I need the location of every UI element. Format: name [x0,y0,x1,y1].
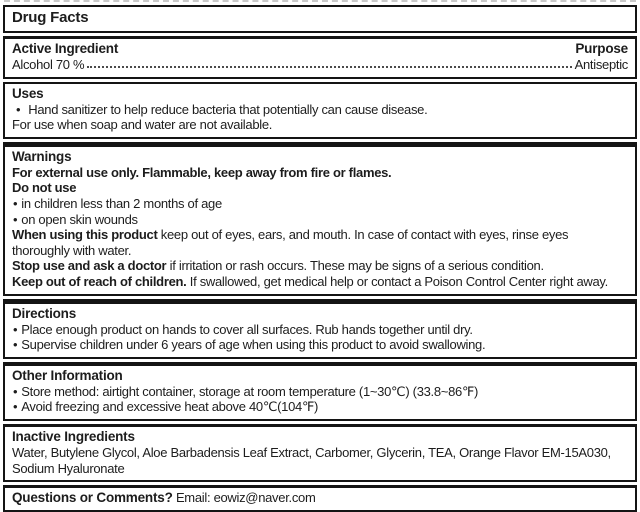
warnings-stop-use [12,258,628,274]
directions-heading: Directions [12,305,77,321]
warnings-keep-out-text: If swallowed, get medical help or contact a Poison Control Center right away. [189,273,608,289]
warnings-stop-use-text: if irritation or rash occurs. These may be signs of a serious condition. [169,258,544,274]
directions-bullet-item [12,322,628,338]
warnings-when-using-text: keep out of eyes, ears, and mouth. In case of contact with eyes, rinse eyes thoroughly with water. [12,227,569,258]
warnings-stop-use-lead: Stop use and ask a doctor [12,258,167,274]
inactive-ingredients-heading: Inactive Ingredients [12,428,135,444]
uses-note: For use when soap and water are not available. [12,117,273,133]
other-information-bullet-text: Avoid freezing and excessive heat above 40℃(104℉) [21,399,319,415]
questions-section [3,485,637,512]
questions-heading: Questions or Comments? [12,490,173,506]
questions-line [12,490,628,506]
drug-facts-title: Drug Facts [12,9,89,26]
uses-bullet-item [12,102,628,118]
warnings-when-using-lead: When using this product [12,227,158,243]
warnings-when-using [12,227,628,258]
other-information-bullet-item [12,384,628,400]
warnings-bullet-item [12,212,628,228]
warnings-section [3,142,637,296]
warnings-bullet-text: in children less than 2 months of age [21,195,222,211]
warnings-keep-out-lead: Keep out of reach of children. [12,273,187,289]
directions-section [3,299,637,359]
purpose-heading: Purpose [575,41,628,56]
uses-section [3,82,637,139]
warnings-bullet-item [12,196,628,212]
other-information-heading: Other Information [12,367,123,383]
uses-bullet-text: Hand sanitizer to help reduce bacteria that potentially can cause disease. [28,101,428,117]
bullet-icon: • [13,321,18,337]
bullet-icon: • [13,383,18,399]
bullet-icon: • [16,101,21,117]
directions-bullet-item [12,337,628,353]
other-information-bullet-item [12,399,628,415]
directions-bullet-text: Place enough product on hands to cover all surfaces. Rub hands together until dry. [21,321,473,337]
ingredient-name: Alcohol 70 % [12,57,85,72]
warnings-keep-out [12,274,628,290]
directions-bullet-text: Supervise children under 6 years of age when using this product to avoid swallowing. [21,337,486,353]
drug-facts-header-section [3,5,637,33]
uses-heading: Uses [12,85,44,101]
dotted-leader [87,66,571,68]
warnings-do-not-use-heading: Do not use [12,180,77,196]
other-information-bullet-text: Store method: airtight container, storage at room temperature (1~30℃) (33.8~86℉) [21,383,479,399]
other-information-section [3,362,637,421]
warnings-bullet-text: on open skin wounds [21,211,138,227]
bullet-icon: • [13,211,18,227]
inactive-ingredients-section [3,424,637,482]
questions-contact: Email: eowiz@naver.com [175,490,316,506]
ingredient-purpose: Antiseptic [574,57,628,72]
active-ingredient-section [3,36,637,79]
bullet-icon: • [13,399,18,415]
warnings-flammable: For external use only. Flammable, keep away from fire or flames. [12,164,392,180]
warnings-heading: Warnings [12,148,72,164]
bullet-icon: • [13,337,18,353]
bullet-icon: • [13,195,18,211]
active-ingredient-heading: Active Ingredient [12,41,119,56]
inactive-ingredients-list: Water, Butylene Glycol, Aloe Barbadensis Leaf Extract, Carbomer, Glycerin, TEA, Orange Flavor EM-15A030, Sodium Hyaluronate [12,444,611,476]
